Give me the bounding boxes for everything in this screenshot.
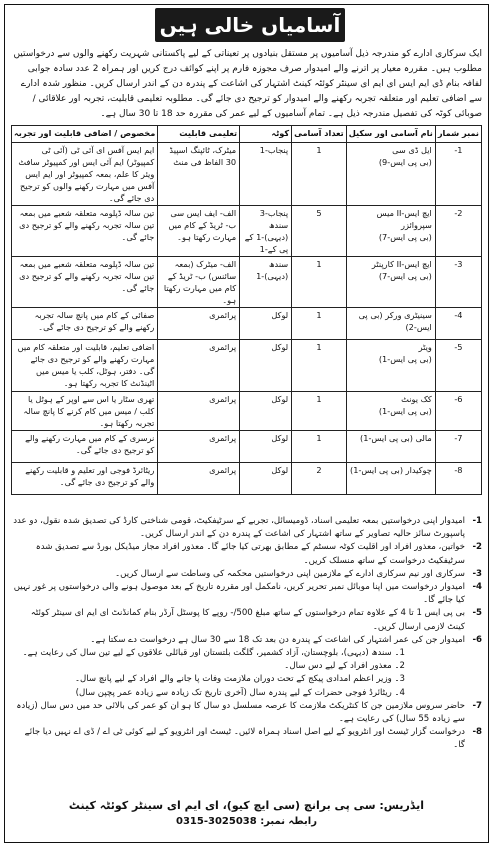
post-scale: (بی پی ایس-9) <box>378 157 432 167</box>
cell-qualification: الف- میٹرک (بمعہ سائنس) ب- ٹریڈ کے کام میں مہارت رکھتا ہو۔ <box>158 257 240 308</box>
cell-qualification: پرائمری <box>158 463 240 495</box>
header-count: تعداد آسامی <box>292 126 347 143</box>
post-scale: (بی پی ایس-7) <box>378 232 432 242</box>
cell-count: 1 <box>292 392 347 431</box>
instruction-number <box>408 687 422 700</box>
instruction-number: 7- <box>472 700 482 711</box>
page-title: آسامیاں خالی ہیں <box>155 8 345 42</box>
table-header-row <box>12 126 482 143</box>
post-name: ویٹر <box>418 342 432 352</box>
footer-address: ایڈریس: سی پی برانچ (سی ایچ کیو)، ای ایم ای سینٹر کوئٹہ کینٹ <box>68 799 425 812</box>
cell-qualification: پرائمری <box>158 308 240 340</box>
instruction-text: 2۔ معذور افراد کے لیے دس سال۔ <box>284 661 405 672</box>
sub-instruction <box>11 647 482 660</box>
instruction-number: 3- <box>472 568 482 579</box>
post-scale: (بی پی ایس-1) <box>378 406 432 416</box>
advertisement-page <box>4 4 489 843</box>
cell-post <box>346 257 435 308</box>
cell-count: 1 <box>292 431 347 463</box>
cell-quota: لوکل <box>240 340 292 392</box>
instruction-text: 1۔ سندھ (دیہی)، بلوچستان، آزاد کشمیر، گلگت بلتستان اور قبائلی علاقوں کے لیے تین سال کی رعایت ہے۔ <box>22 648 405 659</box>
header-quota: کوٹہ <box>240 126 292 143</box>
cell-qualification: الف- ایف ایس سی ب- ٹریڈ کے کام میں مہارت رکھتا ہو۔ <box>158 206 240 257</box>
cell-serial: 5- <box>435 340 481 392</box>
cell-post <box>346 143 435 206</box>
instruction-number: 5- <box>472 608 482 619</box>
cell-experience: صفائی کے کام میں پانچ سالہ تجربہ رکھنے والے کو ترجیح دی جائے گی۔ <box>12 308 158 340</box>
cell-experience: نرسری کے کام میں مہارت رکھنے والے کو ترجیح دی جائے گی۔ <box>12 431 158 463</box>
cell-experience: تین سالہ ڈپلومہ متعلقہ شعبے میں بمعہ تین سالہ تجربہ رکھنے والے کو ترجیح دی جائے گی۔ <box>12 206 158 257</box>
instruction-item <box>11 568 482 581</box>
cell-experience: اضافی تعلیم، قابلیت اور متعلقہ کام میں مہارت رکھنے والے کو ترجیح دی جائے گی۔ دفتر، ہوٹل، کلب یا میس میں اٹینڈنٹ کا تجربہ رکھتا ہو۔ <box>12 340 158 392</box>
header-post: نام آسامی اور سکیل <box>346 126 435 143</box>
instruction-text: حاضر سروس ملازمین جن کا کنٹریکٹ ملازمت کا عرصہ مسلسل دو سال کا ہو ان کو عمر کی بالائی حد میں دس سال (زیادہ سے زیادہ 55 سال) کی رعایت ہے۔ <box>16 700 465 725</box>
instruction-text: 4۔ ریٹائرڈ فوجی حضرات کے لیے پندرہ سال (آخری تاریخ تک زیادہ سے زیادہ عمر پچپن سال) <box>75 687 405 698</box>
footer-contact <box>11 816 482 827</box>
cell-post <box>346 431 435 463</box>
cell-serial: 8- <box>435 463 481 495</box>
cell-serial: 6- <box>435 392 481 431</box>
cell-quota: سندھ (دیہی)-1 <box>240 257 292 308</box>
cell-count: 1 <box>292 308 347 340</box>
intro-paragraph: ایک سرکاری ادارے کو مندرجہ ذیل آسامیوں پر مستقل بنیادوں پر تعیناتی کے لیے پاکستانی شہریت رکھنے والوں سے درخواستیں مطلوب ہیں۔ مقررہ معیار پر اترنے والے امیدوار صرف مجوزہ فارم پر اپنے کوائف درج کریں اور ہمراہ 2 عدد سادہ جوابی لفافہ بنام ڈی ایم ایس ای ایم ای سینٹر کوئٹہ کینٹ اشتہار کی اشاعت کے پندرہ دن کے اندر ارسال کریں۔ منظور شدہ ادارے سے اضافی تعلیم اور متعلقہ تجربہ رکھنے والے امیدوار کو ترجیح دی جائے گی۔ مطلوبہ تعلیمی قابلیت، تجربہ اور علاقائی / صوبائی کوٹہ کی تفصیل مندرجہ ذیل ہے۔ تمام آسامیوں کے لیے عمر کی مقررہ حد 18 تا 30 سال ہے۔ <box>13 49 482 119</box>
post-name: ایچ ایس-II میس سپروائزر <box>376 208 432 230</box>
cell-post <box>346 392 435 431</box>
cell-post <box>346 308 435 340</box>
instruction-number <box>408 660 422 673</box>
instruction-number <box>408 673 422 686</box>
instruction-text: بی پی ایس 1 تا 4 کے علاوہ تمام درخواستوں کے ساتھ مبلغ 500/- روپے کا پوسٹل آرڈر بنام کمانڈنٹ ای ایم ای سینٹر کوئٹہ کینٹ لازمی ارسال کریں۔ <box>30 608 465 632</box>
post-scale: (بی پی ایس-1) <box>378 354 432 364</box>
cell-serial: 2- <box>435 206 481 257</box>
cell-quota: پنجاب-3 سندھ (دیہی)-1 کے پی کے-1 <box>240 206 292 257</box>
cell-qualification: پرائمری <box>158 431 240 463</box>
cell-quota: پنجاب-1 <box>240 143 292 206</box>
instructions-list <box>11 515 482 753</box>
instruction-number: 4- <box>472 582 482 593</box>
cell-count: 1 <box>292 257 347 308</box>
cell-experience: ایم ایس آفس ای آئی ٹی (آئی ٹی کمپیوٹر) ایم آئی ایس اور کمپیوٹر سافٹ ویئر کا علم، بمعہ کمپیوٹر اور ایم ایس آفس میں مہارت رکھنے والوں کو ترجیح دی جائے گی۔ <box>12 143 158 206</box>
instruction-number: 6- <box>472 634 482 645</box>
instruction-text: خواتین، معذور افراد اور اقلیت کوٹہ سسٹم کے مطابق بھرتی کیا جائے گا۔ معذور افراد مجاز میڈیکل بورڈ سے تصدیق شدہ سرٹیفکیٹ درخواست کے ساتھ منسلک کریں۔ <box>35 542 465 566</box>
post-name: ایچ ایس-II کارپنٹر <box>371 259 432 269</box>
instruction-item <box>11 634 482 647</box>
contact-label: رابطہ نمبر: <box>260 816 317 827</box>
post-name: سینیٹری ورکر (بی پی ایس-2) <box>358 310 432 332</box>
instruction-item <box>11 726 482 752</box>
table-row <box>12 308 482 340</box>
cell-post <box>346 206 435 257</box>
instruction-number: 1- <box>472 516 482 526</box>
cell-quota: لوکل <box>240 463 292 495</box>
cell-quota: لوکل <box>240 431 292 463</box>
instruction-text: درخواست گزار ٹیسٹ اور انٹرویو کے لیے اصل اسناد ہمراہ لائیں۔ ٹیسٹ اور انٹرویو کے لیے کوئی ٹی اے / ڈی اے نہیں دیا جائے گا۔ <box>24 727 465 751</box>
table-row <box>12 340 482 392</box>
header-serial: نمبر شمار <box>435 126 481 143</box>
table-row <box>12 463 482 495</box>
cell-serial: 1- <box>435 143 481 206</box>
cell-serial: 3- <box>435 257 481 308</box>
instruction-text: 3۔ وزیر اعظم امدادی پیکج کے تحت دوران ملازمت وفات پا جانے والے افراد کے لیے پانچ سال۔ <box>74 674 405 685</box>
instruction-text: امیدوار اپنی درخواستیں بمعہ تعلیمی اسناد، ڈومیسائل، تجربے کے سرٹیفکیٹ، قومی شناختی کارڈ کی تصدیق شدہ نقول، دو عدد پاسپورٹ سائز حالیہ تصاویر کے ساتھ اشتہار کی اشاعت کے پندرہ دن کے اندر ارسال کریں۔ <box>13 516 465 540</box>
cell-count: 5 <box>292 206 347 257</box>
sub-instruction <box>11 660 482 673</box>
cell-quota: لوکل <box>240 392 292 431</box>
cell-count: 2 <box>292 463 347 495</box>
table-row <box>12 431 482 463</box>
post-name: کک یونٹ <box>401 394 432 404</box>
instruction-item <box>11 700 482 726</box>
cell-serial: 4- <box>435 308 481 340</box>
post-scale: (بی پی ایس-7) <box>378 271 432 281</box>
table-row <box>12 257 482 308</box>
table-row <box>12 392 482 431</box>
vacancy-table-body <box>12 143 482 495</box>
instruction-item <box>11 581 482 607</box>
instruction-text: امیدوار درخواست میں اپنا موبائل نمبر تحریر کریں، نامکمل اور مقررہ تاریخ کے بعد موصول ہونے والی درخواستوں پر غور نہیں کیا جائے گا۔ <box>13 582 465 606</box>
post-name: ایل ڈی سی <box>392 145 432 155</box>
cell-post <box>346 340 435 392</box>
table-row <box>12 206 482 257</box>
header-experience: مخصوص / اضافی قابلیت اور تجربہ <box>12 126 158 143</box>
cell-qualification: پرائمری <box>158 340 240 392</box>
instruction-number <box>408 647 422 660</box>
cell-experience: تین سالہ ڈپلومہ متعلقہ شعبے میں بمعہ تین سالہ تجربہ رکھنے والے کو ترجیح دی جائے گی۔ <box>12 257 158 308</box>
cell-count: 1 <box>292 340 347 392</box>
instruction-number: 8- <box>472 727 482 738</box>
cell-qualification: پرائمری <box>158 392 240 431</box>
instruction-number: 2- <box>472 542 482 553</box>
cell-experience: ریٹائرڈ فوجی اور تعلیم و قابلیت رکھنے والے کو ترجیح دی جائے گی۔ <box>12 463 158 495</box>
instruction-item <box>11 607 482 633</box>
sub-instruction <box>11 673 482 686</box>
cell-quota: لوکل <box>240 308 292 340</box>
instruction-item <box>11 515 482 541</box>
phone-number: 0315-3025038 <box>176 816 257 827</box>
cell-qualification: میٹرک، ٹائپنگ اسپیڈ 30 الفاظ فی منٹ <box>158 143 240 206</box>
post-name: چوکیدار (بی پی ایس-1) <box>350 465 432 475</box>
vacancy-table <box>11 125 482 495</box>
instruction-item <box>11 541 482 567</box>
cell-serial: 7- <box>435 431 481 463</box>
cell-experience: تھری سٹار یا اس سے اوپر کے ہوٹل یا کلب / میس میں کام کرنے کا پانچ سالہ تجربہ رکھتا ہو۔ <box>12 392 158 431</box>
instruction-text: امیدوار جن کی عمر اشتہار کی اشاعت کے پندرہ دن بعد تک 18 سے 30 سال ہے درخواست دے سکتا ہے۔ <box>90 634 465 645</box>
instruction-text: سرکاری اور نیم سرکاری ادارے کے ملازمین اپنی درخواستیں محکمہ کی وساطت سے ارسال کریں۔ <box>115 568 465 579</box>
cell-post <box>346 463 435 495</box>
cell-count: 1 <box>292 143 347 206</box>
sub-instruction <box>11 687 482 700</box>
table-row <box>12 143 482 206</box>
header-qualification: تعلیمی قابلیت <box>158 126 240 143</box>
footer <box>11 796 482 836</box>
post-name: مالی (بی پی ایس-1) <box>360 433 432 443</box>
